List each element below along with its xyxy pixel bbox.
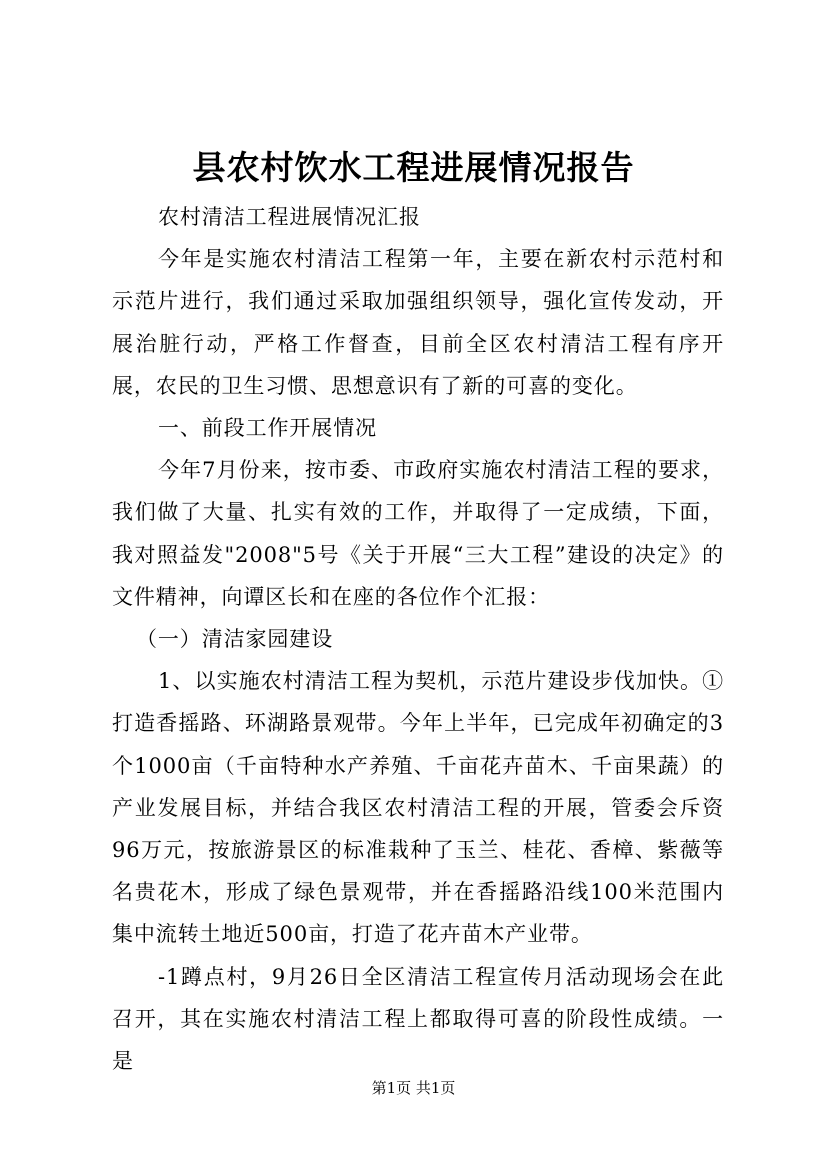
document-title: 县农村饮水工程进展情况报告 [192,148,635,187]
section-heading-1: 一、前段工作开展情况 [158,416,377,441]
intro-paragraph: 今年是实施农村清洁工程第一年，主要在新农村示范村和示范片进行，我们通过采取加强组织领导，强化宣传发动，开展治脏行动，严格工作督查，目前全区农村清洁工程有序开展，农民的卫生习惯、思想意识有了新的可喜的变化。 [112,247,724,398]
section-subtitle: 农村清洁工程进展情况汇报 [158,205,421,229]
document-body [112,196,724,1082]
body-paragraph: -1蹲点村，9月26日全区清洁工程宣传月活动现场会在此召开，其在实施农村清洁工程上都取得可喜的阶段性成绩。一是 [112,964,724,1074]
body-paragraph: 1、以实施农村清洁工程为契机，示范片建设步伐加快。①打造香摇路、环湖路景观带。今年上半年，已完成年初确定的3个1000亩（千亩特种水产养殖、千亩花卉苗木、千亩果蔬）的产业发展目标，并结合我区农村清洁工程的开展，管委会斥资96万元，按旅游景区的标准栽种了玉兰、桂花、香樟、紫薇等名贵花木，形成了绿色景观带，并在香摇路沿线100米范围内集中流转土地近500亩，打造了花卉苗木产业带。 [112,669,724,947]
page-footer: 第1页 共1页 [371,1079,456,1097]
subsection-heading-1: （一）清洁家园建设 [136,627,334,652]
body-paragraph: 今年7月份来，按市委、市政府实施农村清洁工程的要求，我们做了大量、扎实有效的工作，并取得了一定成绩，下面，我对照益发"2008"5号《关于开展“三大工程”建设的决定》的文件精神，向谭区长和在座的各位作个汇报： [112,458,724,609]
